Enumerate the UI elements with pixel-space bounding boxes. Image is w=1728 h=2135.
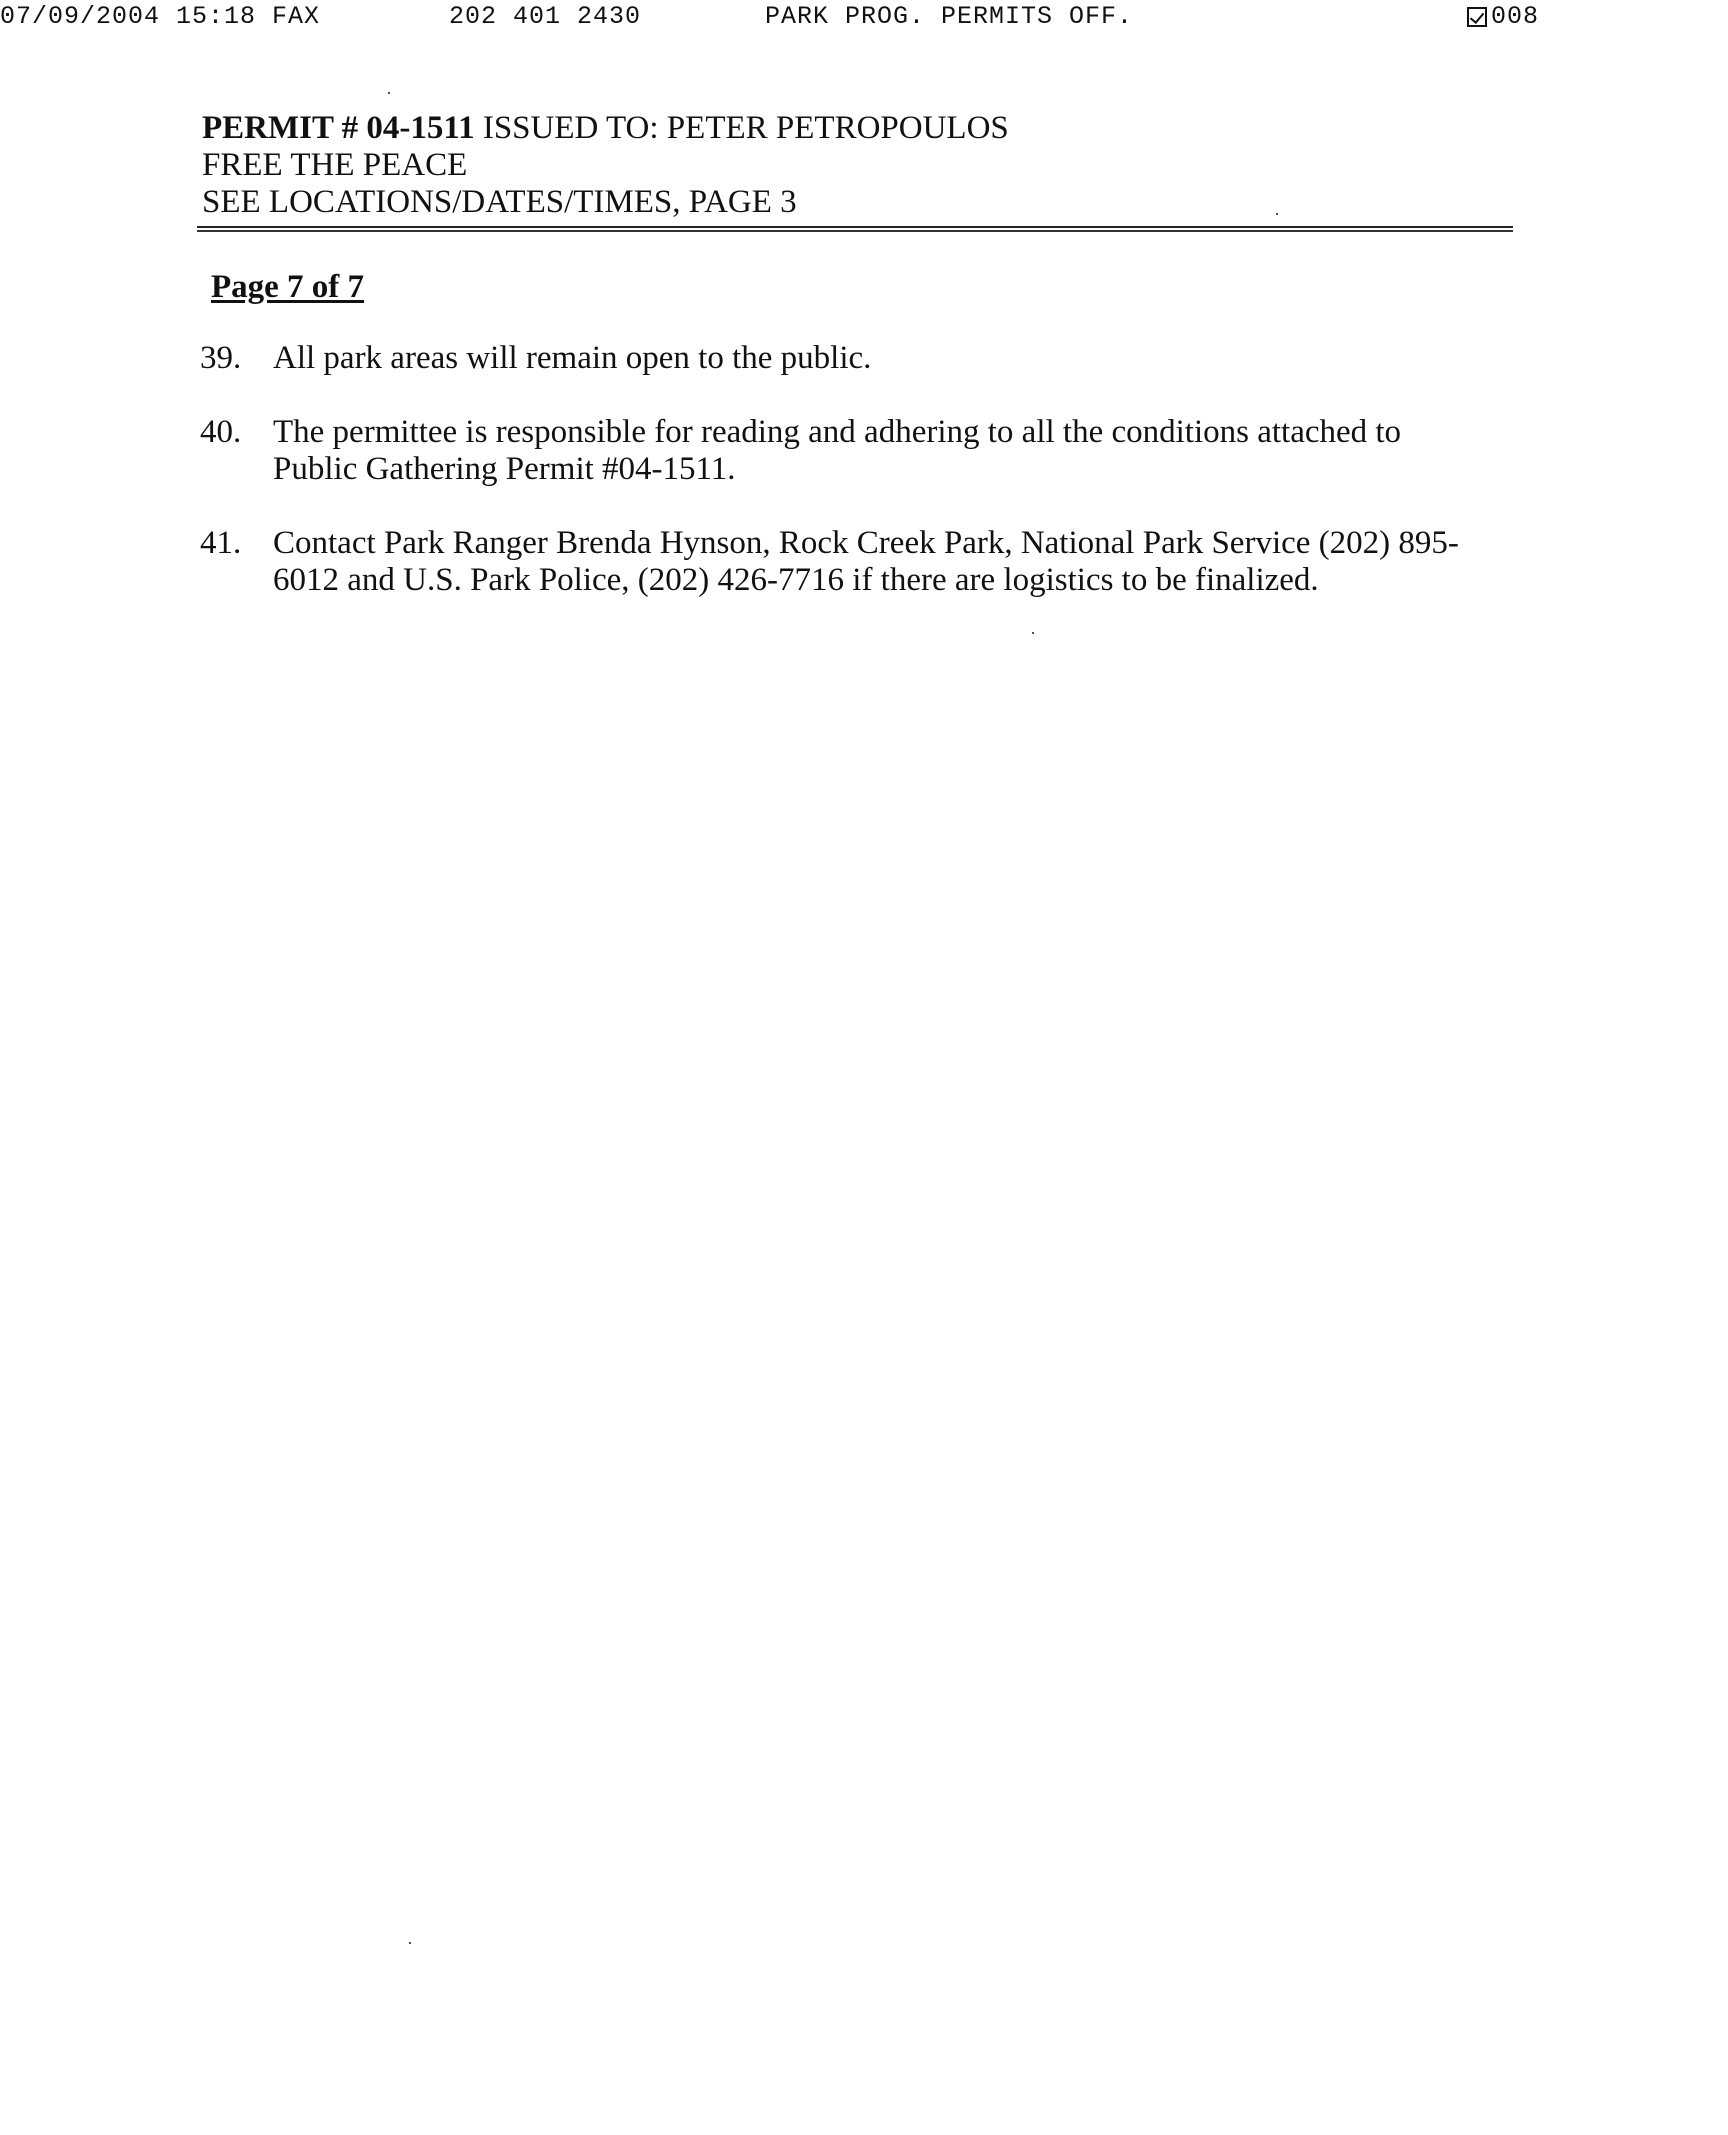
- permit-issued-to: ISSUED TO: PETER PETROPOULOS: [474, 110, 1009, 146]
- scan-speck: [1032, 632, 1034, 634]
- condition-item: [200, 414, 1520, 488]
- condition-item: [200, 340, 1520, 377]
- fax-number: 202 401 2430: [449, 2, 642, 31]
- scan-speck: [409, 1942, 411, 1944]
- scan-speck: [1276, 213, 1278, 215]
- condition-text: Contact Park Ranger Brenda Hynson, Rock Creek Park, National Park Service (202) 895-6012 and U.S. Park Police, (202) 426-7716 if there are logistics to be finalized.: [273, 525, 1459, 598]
- fax-page-number: [1467, 2, 1539, 31]
- page-indicator: Page 7 of 7: [211, 269, 365, 305]
- fax-datetime: 07/09/2004 15:18 FAX: [0, 2, 321, 31]
- condition-item: [200, 525, 1520, 599]
- fax-header: [0, 0, 1728, 30]
- condition-number: 39.: [200, 340, 242, 376]
- permit-number: PERMIT # 04-1511: [202, 110, 475, 146]
- permit-event-name: FREE THE PEACE: [202, 147, 468, 183]
- condition-text: The permittee is responsible for reading and adhering to all the conditions attached to Public Gathering Permit #04-1511.: [273, 414, 1402, 487]
- heading-divider: [197, 226, 1513, 233]
- divider-line-top: [197, 226, 1513, 228]
- permit-locations-ref: SEE LOCATIONS/DATES/TIMES, PAGE 3: [202, 184, 797, 220]
- permit-heading: [202, 110, 1522, 221]
- fax-page-number-text: 008: [1491, 2, 1540, 31]
- condition-number: 41.: [200, 525, 242, 561]
- scan-speck: [388, 92, 390, 94]
- checkbox-check-icon: [1467, 7, 1487, 27]
- condition-number: 40.: [200, 414, 242, 450]
- divider-line-bottom: [197, 230, 1513, 232]
- condition-text: All park areas will remain open to the public.: [273, 340, 872, 376]
- permit-issued-line: [202, 110, 1522, 147]
- fax-office: PARK PROG. PERMITS OFF.: [765, 2, 1134, 31]
- conditions-list: [200, 340, 1520, 636]
